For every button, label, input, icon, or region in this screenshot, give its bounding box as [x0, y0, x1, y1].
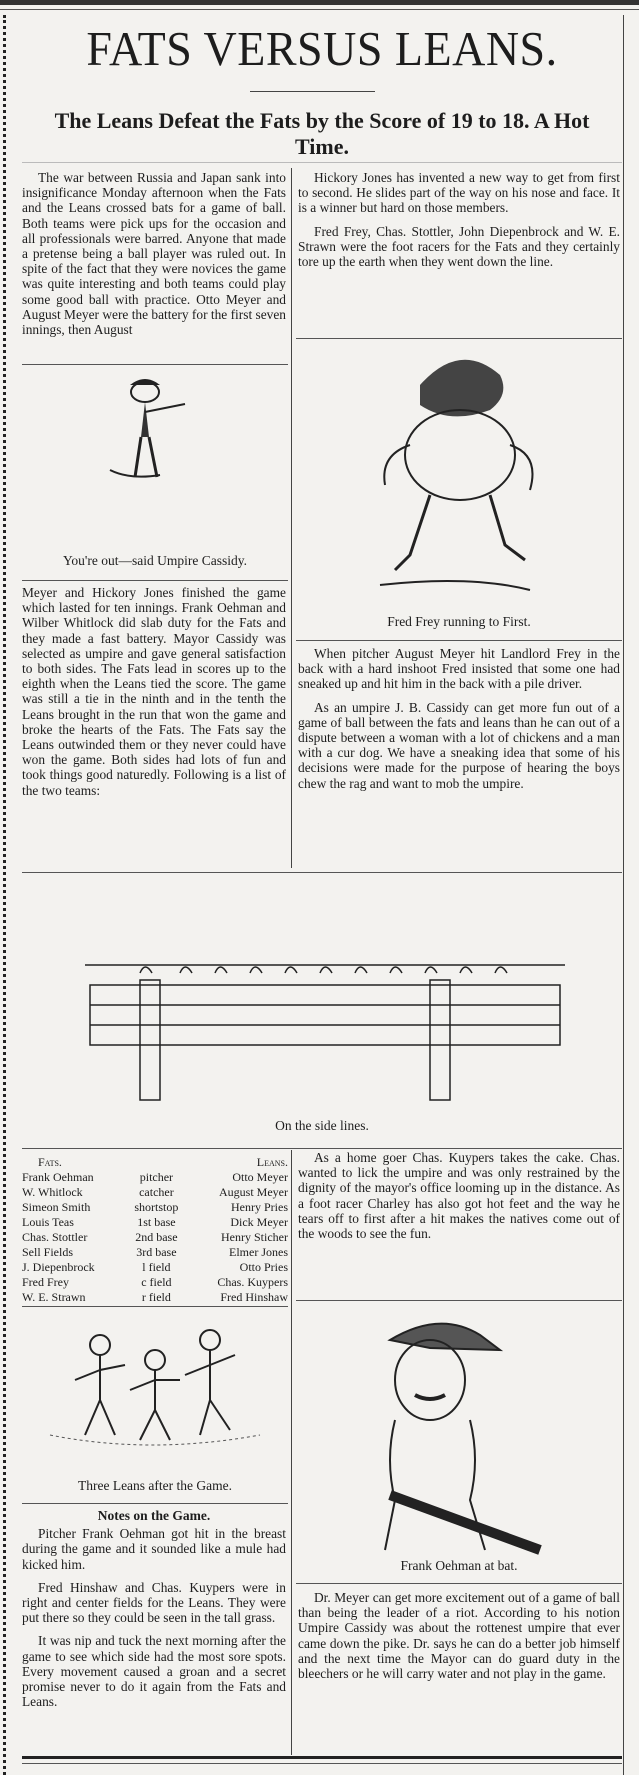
lean-player: Otto Meyer	[232, 1170, 288, 1184]
top-border	[0, 0, 639, 5]
position: 2nd base	[135, 1230, 178, 1244]
bottom-rule	[22, 1756, 622, 1759]
roster-row	[22, 1245, 288, 1260]
article-right-dr-meyer	[298, 1590, 620, 1689]
caption-oehman: Frank Oehman at bat.	[400, 1558, 518, 1573]
paragraph: Fred Frey, Chas. Stottler, John Diepenbrock and W. E. Strawn were the foot racers for the Fats and they certainly tore up the earth when they went down the line.	[298, 223, 620, 270]
paragraph: The war between Russia and Japan sank into insignificance Monday afternoon when the Fats and the Leans crossed bats for a game of ball. Both teams were pick ups for the occasion and all professionals were barred. Anyone that made a pretense being a ball player was ruled out. In spite of the fact that they were novices the game was quite interesting and both teams could play some good ball with practice. Otto Meyer and August Meyer were the battery for the first seven innings, then August	[22, 170, 287, 338]
subheadline: The Leans Defeat the Fats by the Score of 19 to 18. A Hot Time.	[54, 108, 590, 159]
divider	[22, 872, 622, 873]
divider	[296, 338, 622, 339]
notes-heading: Notes on the Game.	[97, 1508, 211, 1523]
position: 3rd base	[136, 1245, 177, 1259]
paragraph: When pitcher August Meyer hit Landlord Frey in the back with a hard inshoot Fred insisted that some one had sneaked up and hit him in the back with a pile driver.	[298, 646, 620, 692]
fat-player: Louis Teas	[22, 1215, 74, 1229]
roster-row	[22, 1275, 288, 1290]
lean-player: August Meyer	[219, 1185, 288, 1199]
roster-row	[22, 1290, 288, 1305]
lean-player: Henry Pries	[231, 1200, 288, 1214]
divider	[296, 1583, 622, 1584]
fat-player: W. E. Strawn	[22, 1290, 86, 1304]
roster-header	[22, 1155, 288, 1170]
lean-player: Elmer Jones	[229, 1245, 288, 1259]
notes-on-the-game	[22, 1508, 286, 1717]
divider	[22, 364, 288, 365]
paragraph: Fred Hinshaw and Chas. Kuypers were in right and center fields for the Leans. They were put there so they could be seen in the tall grass.	[22, 1579, 286, 1626]
fat-player: W. Whitlock	[22, 1185, 83, 1199]
divider	[296, 640, 622, 641]
position: r field	[141, 1290, 171, 1304]
paragraph: As a home goer Chas. Kuypers takes the cake. Chas. wanted to lick the umpire and was only restrained by the dignity of the mayor's office looming up in the distance. As a foot racer Charley has also got hot feet and the way he tears off to first after a hit makes the natives come out of the woods to see the fun.	[298, 1150, 620, 1242]
roster-row	[22, 1230, 288, 1245]
position: shortstop	[134, 1200, 179, 1214]
roster-row	[22, 1260, 288, 1275]
three-leans-illustration	[45, 1315, 265, 1465]
divider	[296, 1300, 622, 1301]
lean-player: Otto Pries	[239, 1260, 288, 1274]
lean-player: Dick Meyer	[230, 1215, 288, 1229]
position: c field	[141, 1275, 172, 1289]
position: catcher	[139, 1185, 174, 1199]
oehman-illustration	[350, 1310, 550, 1560]
divider	[22, 1148, 622, 1149]
divider	[22, 580, 288, 581]
divider	[22, 1503, 288, 1504]
paragraph: As an umpire J. B. Cassidy can get more fun out of a game of ball between the fats and leans than he can out of a dispute between a woman with a lot of chickens and a man with a cur dog. We have a sneaking idea that some of his decisions were made for the purpose of hearing the boys chew the rag and want to mob the umpire.	[298, 699, 620, 791]
paragraph: It was nip and tuck the next morning after the game to see which side had the most sore spots. Every movement caused a groan and a secret promise never to do it again from the Fats and Leans.	[22, 1633, 286, 1710]
header-rule	[22, 162, 622, 163]
fred-frey-illustration	[360, 345, 580, 600]
roster-row	[22, 1185, 288, 1200]
header-fats: Fats.	[38, 1155, 62, 1169]
column-divider	[291, 1150, 292, 1755]
team-roster	[22, 1155, 288, 1305]
article-right-kuypers	[298, 1150, 620, 1249]
sidelines-illustration	[85, 945, 575, 1105]
position: pitcher	[139, 1170, 174, 1184]
fat-player: Frank Oehman	[22, 1170, 94, 1184]
fat-player: Fred Frey	[22, 1275, 69, 1289]
bottom-rule-thin	[22, 1763, 622, 1764]
article-right-top	[298, 170, 620, 277]
lean-player: Fred Hinshaw	[220, 1290, 288, 1304]
divider	[22, 1306, 288, 1307]
paragraph: Meyer and Hickory Jones finished the game which lasted for ten innings. Frank Oehman and Wilber Whitlock did slab duty for the Fats and they made a fast battery. Mayor Cassidy was selected as umpire and gave general satisfaction to both sides. The Fats lead in scores up to the eighth when the Leans tied the score. The game was still a tie in the ninth and in the tenth the Leans brought in the run that won the game and broke the hearts of the Fats. The Fats say the Leans outwinded them or they never could have won the game. Both sides had lots of fun and took things good naturedly. Following is a list of the two teams:	[22, 585, 286, 798]
fat-player: Sell Fields	[22, 1245, 74, 1259]
paragraph: Hickory Jones has invented a new way to get from first to second. He slides part of the way on his nose and face. It is a winner but hard on those members.	[298, 170, 620, 216]
headline: FATS VERSUS LEANS.	[86, 21, 558, 76]
position: l field	[142, 1260, 171, 1274]
fat-player: J. Diepenbrock	[22, 1260, 95, 1274]
paragraph: Dr. Meyer can get more excitement out of a game of ball than being the leader of a riot. According to his notion Umpire Cassidy was about the rottenest umpire that ever came down the pike. Dr. says he can do a better job himself and the next time the Mayor can do guard duty in the bleechers or he will carry water and not play in the game.	[298, 1590, 620, 1682]
column-divider	[291, 168, 292, 868]
paragraph: Pitcher Frank Oehman got hit in the breast during the game and it sounded like a mule had kicked him.	[22, 1526, 286, 1572]
umpire-illustration	[100, 370, 230, 490]
caption-three-leans: Three Leans after the Game.	[77, 1478, 233, 1493]
roster-row	[22, 1200, 288, 1215]
right-column-border	[623, 15, 624, 1775]
caption-frey: Fred Frey running to First.	[387, 614, 531, 629]
top-rule	[0, 9, 639, 10]
fat-player: Chas. Stottler	[22, 1230, 88, 1244]
roster-row	[22, 1170, 288, 1185]
position: 1st base	[137, 1215, 176, 1229]
caption-sidelines: On the side lines.	[275, 1118, 369, 1133]
lean-player: Henry Sticher	[221, 1230, 288, 1244]
left-column-border	[3, 15, 11, 1775]
header-leans: Leans.	[256, 1155, 288, 1169]
lean-player: Chas. Kuypers	[217, 1275, 288, 1289]
article-right-middle	[298, 646, 620, 799]
article-left-intro	[22, 170, 286, 345]
article-left-body	[22, 585, 286, 806]
fat-player: Simeon Smith	[22, 1200, 91, 1214]
headline-rule	[250, 91, 375, 92]
roster-row	[22, 1215, 288, 1230]
caption-umpire: You're out—said Umpire Cassidy.	[63, 553, 247, 568]
